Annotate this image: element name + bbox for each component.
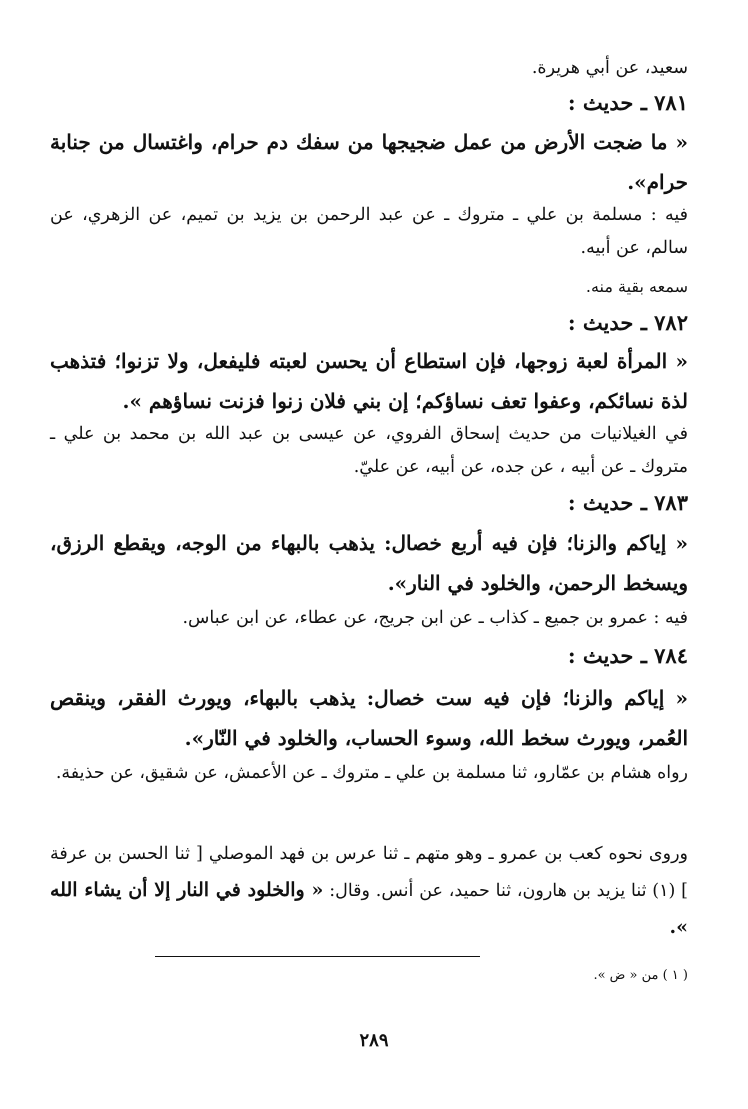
hadith-heading-781: ٧٨١ ـ حديث :	[567, 90, 688, 115]
hadith-text-784: « إياكم والزنا؛ فإن فيه ست خصال: يذهب بالبهاء، ويورث الفقر، وينقص العُمر، ويورث سخط الله، وسوء الحساب، والخلود في النّار».	[50, 686, 688, 750]
hadith-heading-784: ٧٨٤ ـ حديث :	[567, 643, 688, 668]
hadith-commentary-783: فيه : عمرو بن جميع ـ كذاب ـ عن ابن جريج، عن عطاء، عن ابن عباس.	[182, 608, 688, 628]
hadith-text-782: « المرأة لعبة زوجها، فإن استطاع أن يحسن لعبته فليفعل، ولا تزنوا؛ فتذهب لذة نسائكم، وعفوا تعف نساؤكم؛ إن بني فلان زنوا فزنت نساؤهم ».	[50, 349, 688, 413]
commentary-plain-part: وروى نحوه كعب بن عمرو ـ وهو متهم ـ ثنا عرس بن فهد الموصلي [ ثنا الحسن بن عرفة ] (١) ثنا يزيد بن هارون، ثنا حميد، عن أنس. وقال:	[50, 844, 688, 901]
hadith-commentary-784: رواه هشام بن عمّارو، ثنا مسلمة بن علي ـ متروك ـ عن الأعمش، عن شقيق، عن حذيفة.	[55, 763, 688, 783]
hadith-commentary-781-b: سمعه بقية منه.	[585, 277, 688, 296]
hadith-commentary-781: فيه : مسلمة بن علي ـ متروك ـ عن عبد الرحمن بن يزيد بن تميم، عن الزهري، عن سالم، عن أبيه.	[50, 205, 688, 258]
footnote-divider	[155, 956, 480, 957]
text-line-top: سعيد، عن أبي هريرة.	[531, 58, 688, 78]
hadith-commentary-784-b	[50, 836, 688, 946]
hadith-heading-783: ٧٨٣ ـ حديث :	[567, 490, 688, 515]
footnote: ( ١ ) من « ض ».	[593, 968, 688, 983]
hadith-text-781: « ما ضجت الأرض من عمل ضجيجها من سفك دم حرام، واغتسال من جنابة حرام».	[50, 130, 689, 194]
page-number: ٢٨٩	[359, 1030, 389, 1051]
hadith-text-783: « إياكم والزنا؛ فإن فيه أربع خصال: يذهب بالبهاء من الوجه، ويقطع الرزق، ويسخط الرحمن، والخلود في النار».	[50, 531, 688, 595]
hadith-commentary-782: في الغيلانيات من حديث إسحاق الفروي، عن عيسى بن عبد الله بن محمد بن علي ـ متروك ـ عن أبيه ، عن جده، عن أبيه، عن عليّ.	[50, 424, 688, 477]
hadith-heading-782: ٧٨٢ ـ حديث :	[567, 310, 688, 335]
commentary-bold-quote: « والخلود في النار إلا أن يشاء الله ».	[50, 879, 688, 938]
